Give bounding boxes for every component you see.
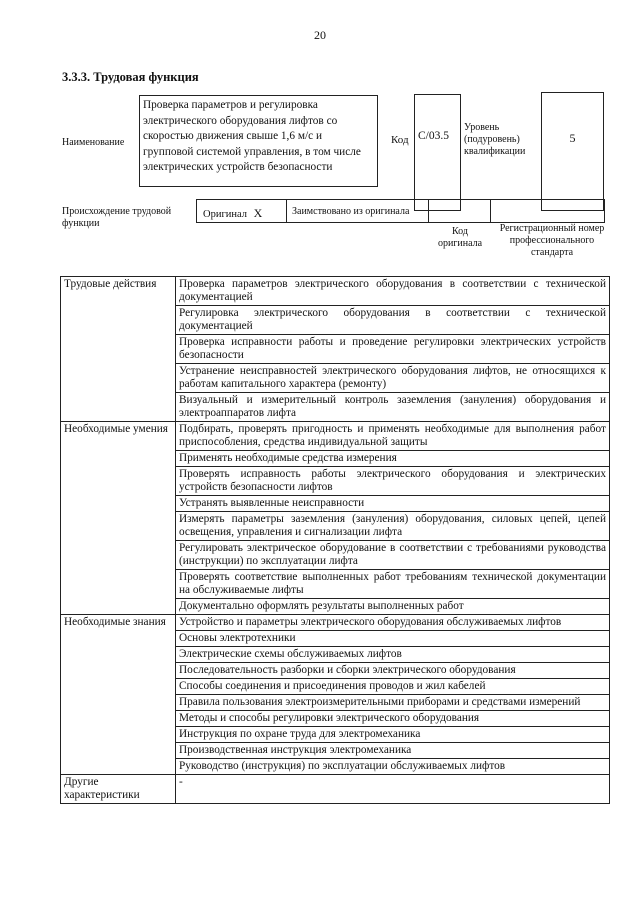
list-item: Визуальный и измерительный контроль заземления (зануления) оборудования и электроаппаратов лифта (176, 393, 610, 422)
section-title: 3.3.3. Трудовая функция (62, 70, 199, 84)
list-item: Регулировать электрическое оборудование в соответствии с требованиями руководства (инструкции) по эксплуатации лифта (176, 541, 610, 570)
list-item: Инструкция по охране труда для электромеханика (176, 727, 610, 743)
table-row (61, 615, 610, 631)
list-item: Методы и способы регулировки электрического оборудования (176, 711, 610, 727)
list-item: Способы соединения и присоединения проводов и жил кабелей (176, 679, 610, 695)
list-item: Проверка исправности работы и проведение регулировки электрических устройств безопасности (176, 335, 610, 364)
list-item: Измерять параметры заземления (зануления) оборудования, силовых цепей, цепей освещения, управления и сигнализации лифта (176, 512, 610, 541)
list-item: Проверять соответствие выполненных работ требованиям технической документации на обслуживаемые лифты (176, 570, 610, 599)
list-item: Основы электротехники (176, 631, 610, 647)
registration-number-caption: Регистрационный номер профессионального стандарта (499, 223, 605, 258)
table-row (61, 422, 610, 451)
borrowed-cell: Заимствовано из оригинала (286, 199, 429, 223)
section-label: Другие характеристики (61, 775, 176, 804)
table-row (61, 775, 610, 804)
labor-function-table (60, 276, 610, 804)
name-value: Проверка параметров и регулировка электрического оборудования лифтов со скоростью движения свыше 1,6 м/с и групповой системой управления, в том числе электрических устройств безопасности (139, 95, 378, 187)
original-mark: X (253, 206, 263, 220)
original-cell (196, 199, 287, 223)
list-item: Проверять исправность работы электрического оборудования и электрических устройств безопасности лифтов (176, 467, 610, 496)
list-item: Подбирать, проверять пригодность и применять необходимые для выполнения работ приспособления, средства индивидуальной защиты (176, 422, 610, 451)
level-value: 5 (541, 92, 604, 211)
code-label: Код (391, 134, 409, 146)
original-code-cell (428, 199, 491, 223)
origin-label: Происхождение трудовой функции (62, 206, 172, 229)
section-label: Трудовые действия (61, 277, 176, 422)
level-label-text: Уровень (подуровень) квалификации (464, 122, 526, 157)
list-item: Документально оформлять результаты выполненных работ (176, 599, 610, 615)
code-value: С/03.5 (414, 94, 461, 211)
list-item: Производственная инструкция электромеханика (176, 743, 610, 759)
list-item: Устранять выявленные неисправности (176, 496, 610, 512)
list-item: Применять необходимые средства измерения (176, 451, 610, 467)
list-item: Правила пользования электроизмерительными приборами и средствами измерений (176, 695, 610, 711)
list-item: Проверка параметров электрического оборудования в соответствии с технической документацией (176, 277, 610, 306)
table-row (61, 277, 610, 306)
original-code-caption: Код оригинала (437, 226, 483, 249)
name-label: Наименование (62, 137, 125, 148)
original-label: Оригинал (203, 209, 247, 220)
list-item: Регулировка электрического оборудования в соответствии с технической документацией (176, 306, 610, 335)
list-item: - (176, 775, 610, 804)
list-item: Последовательность разборки и сборки электрического оборудования (176, 663, 610, 679)
page-number: 20 (314, 28, 326, 42)
list-item: Устройство и параметры электрического оборудования обслуживаемых лифтов (176, 615, 610, 631)
list-item: Электрические схемы обслуживаемых лифтов (176, 647, 610, 663)
list-item: Руководство (инструкция) по эксплуатации обслуживаемых лифтов (176, 759, 610, 775)
registration-number-cell (490, 199, 605, 223)
level-label (464, 122, 536, 158)
section-label: Необходимые знания (61, 615, 176, 775)
list-item: Устранение неисправностей электрического оборудования лифтов, не относящихся к работам капитального характера (ремонту) (176, 364, 610, 393)
section-label: Необходимые умения (61, 422, 176, 615)
